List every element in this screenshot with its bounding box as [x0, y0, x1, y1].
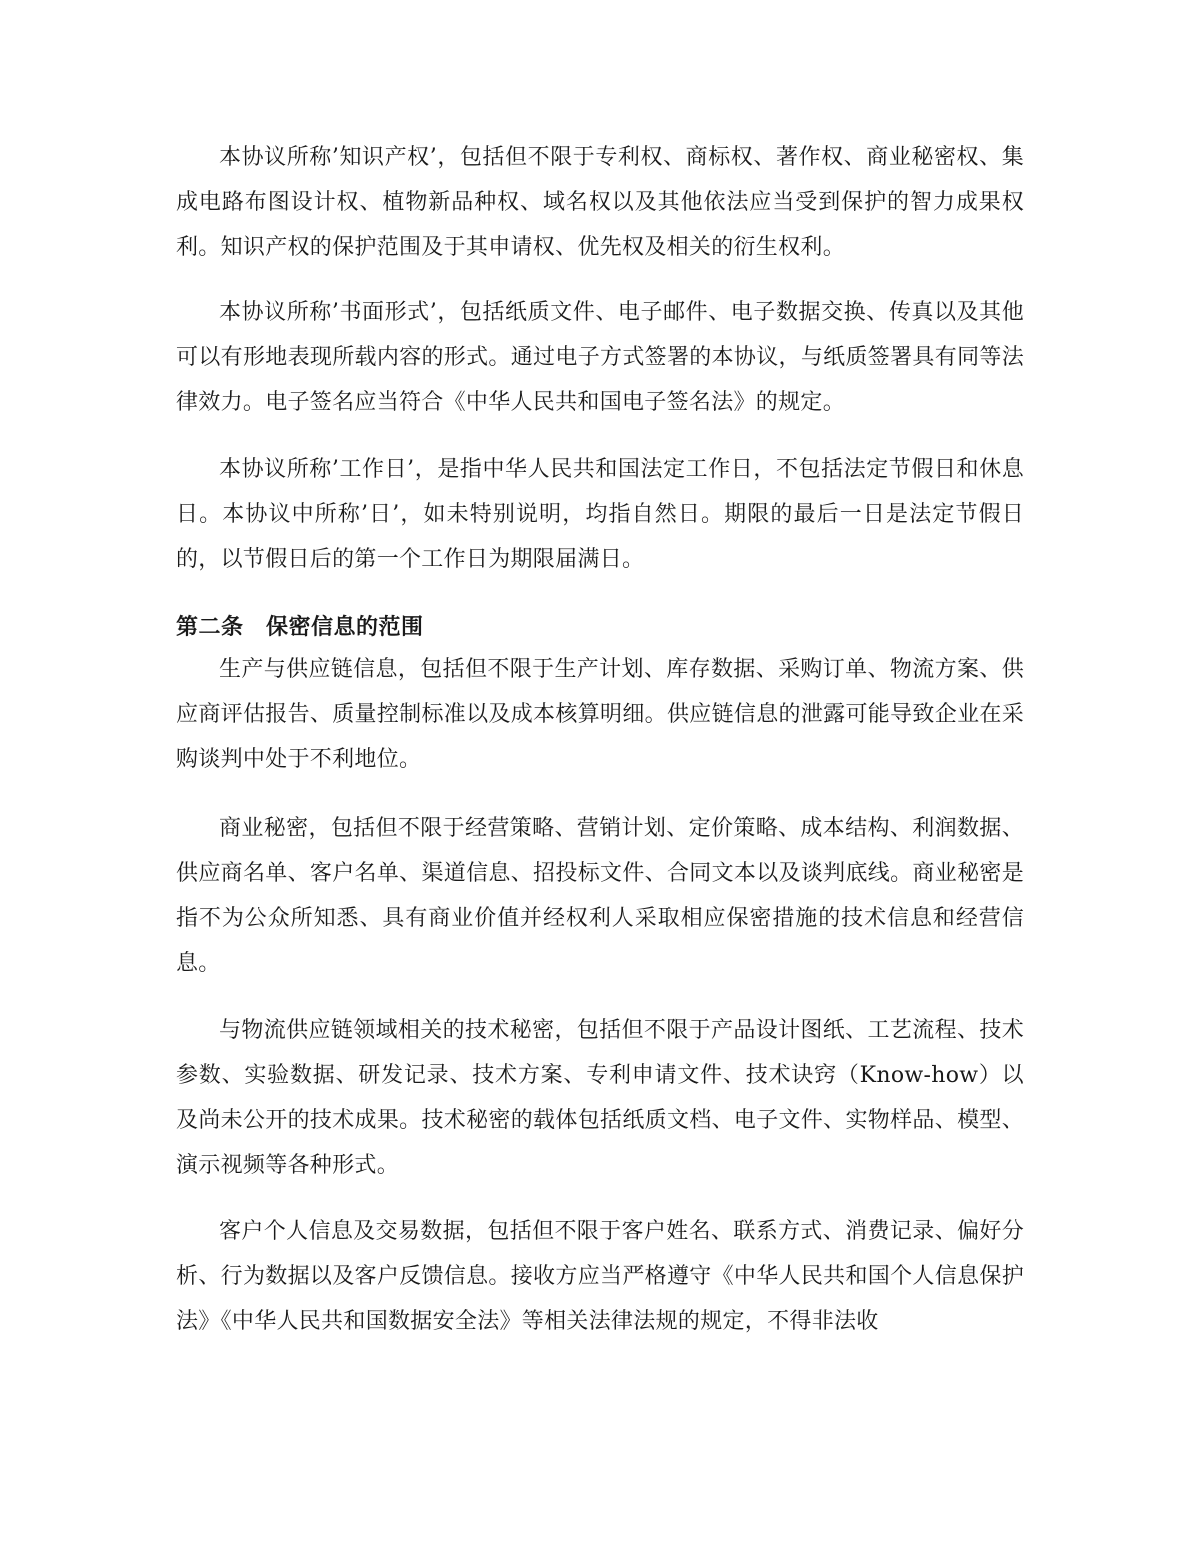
paragraph-intellectual-property-definition: 本协议所称’知识产权’，包括但不限于专利权、商标权、著作权、商业秘密权、集成电路布图设计权、植物新品种权、域名权以及其他依法应当受到保护的智力成果权利。知识产权的保护范围及于其申请权、优先权及相关的衍生权利。: [176, 145, 1024, 260]
paragraph-working-day-definition: 本协议所称’工作日’，是指中华人民共和国法定工作日，不包括法定节假日和休息日。本协议中所称’日’，如未特别说明，均指自然日。期限的最后一日是法定节假日的，以节假日后的第一个工作日为期限届满日。: [176, 457, 1024, 572]
paragraph-trade-secrets: 商业秘密，包括但不限于经营策略、营销计划、定价策略、成本结构、利润数据、供应商名单、客户名单、渠道信息、招投标文件、合同文本以及谈判底线。商业秘密是指不为公众所知悉、具有商业价值并经权利人采取相应保密措施的技术信息和经营信息。: [176, 816, 1024, 976]
paragraph-technical-secrets: 与物流供应链领域相关的技术秘密，包括但不限于产品设计图纸、工艺流程、技术参数、实验数据、研发记录、技术方案、专利申请文件、技术诀窍（Know-how）以及尚未公开的技术成果。技术秘密的载体包括纸质文档、电子文件、实物样品、模型、演示视频等各种形式。: [176, 1018, 1024, 1178]
section-heading-article-2: 第二条 保密信息的范围: [176, 615, 424, 640]
paragraph-supply-chain-info: 生产与供应链信息，包括但不限于生产计划、库存数据、采购订单、物流方案、供应商评估报告、质量控制标准以及成本核算明细。供应链信息的泄露可能导致企业在采购谈判中处于不利地位。: [176, 657, 1024, 772]
paragraph-customer-personal-info: 客户个人信息及交易数据，包括但不限于客户姓名、联系方式、消费记录、偏好分析、行为数据以及客户反馈信息。接收方应当严格遵守《中华人民共和国个人信息保护法》《中华人民共和国数据安全法》等相关法律法规的规定，不得非法收: [176, 1219, 1024, 1334]
paragraph-written-form-definition: 本协议所称’书面形式’，包括纸质文件、电子邮件、电子数据交换、传真以及其他可以有形地表现所载内容的形式。通过电子方式签署的本协议，与纸质签署具有同等法律效力。电子签名应当符合《中华人民共和国电子签名法》的规定。: [176, 300, 1024, 415]
